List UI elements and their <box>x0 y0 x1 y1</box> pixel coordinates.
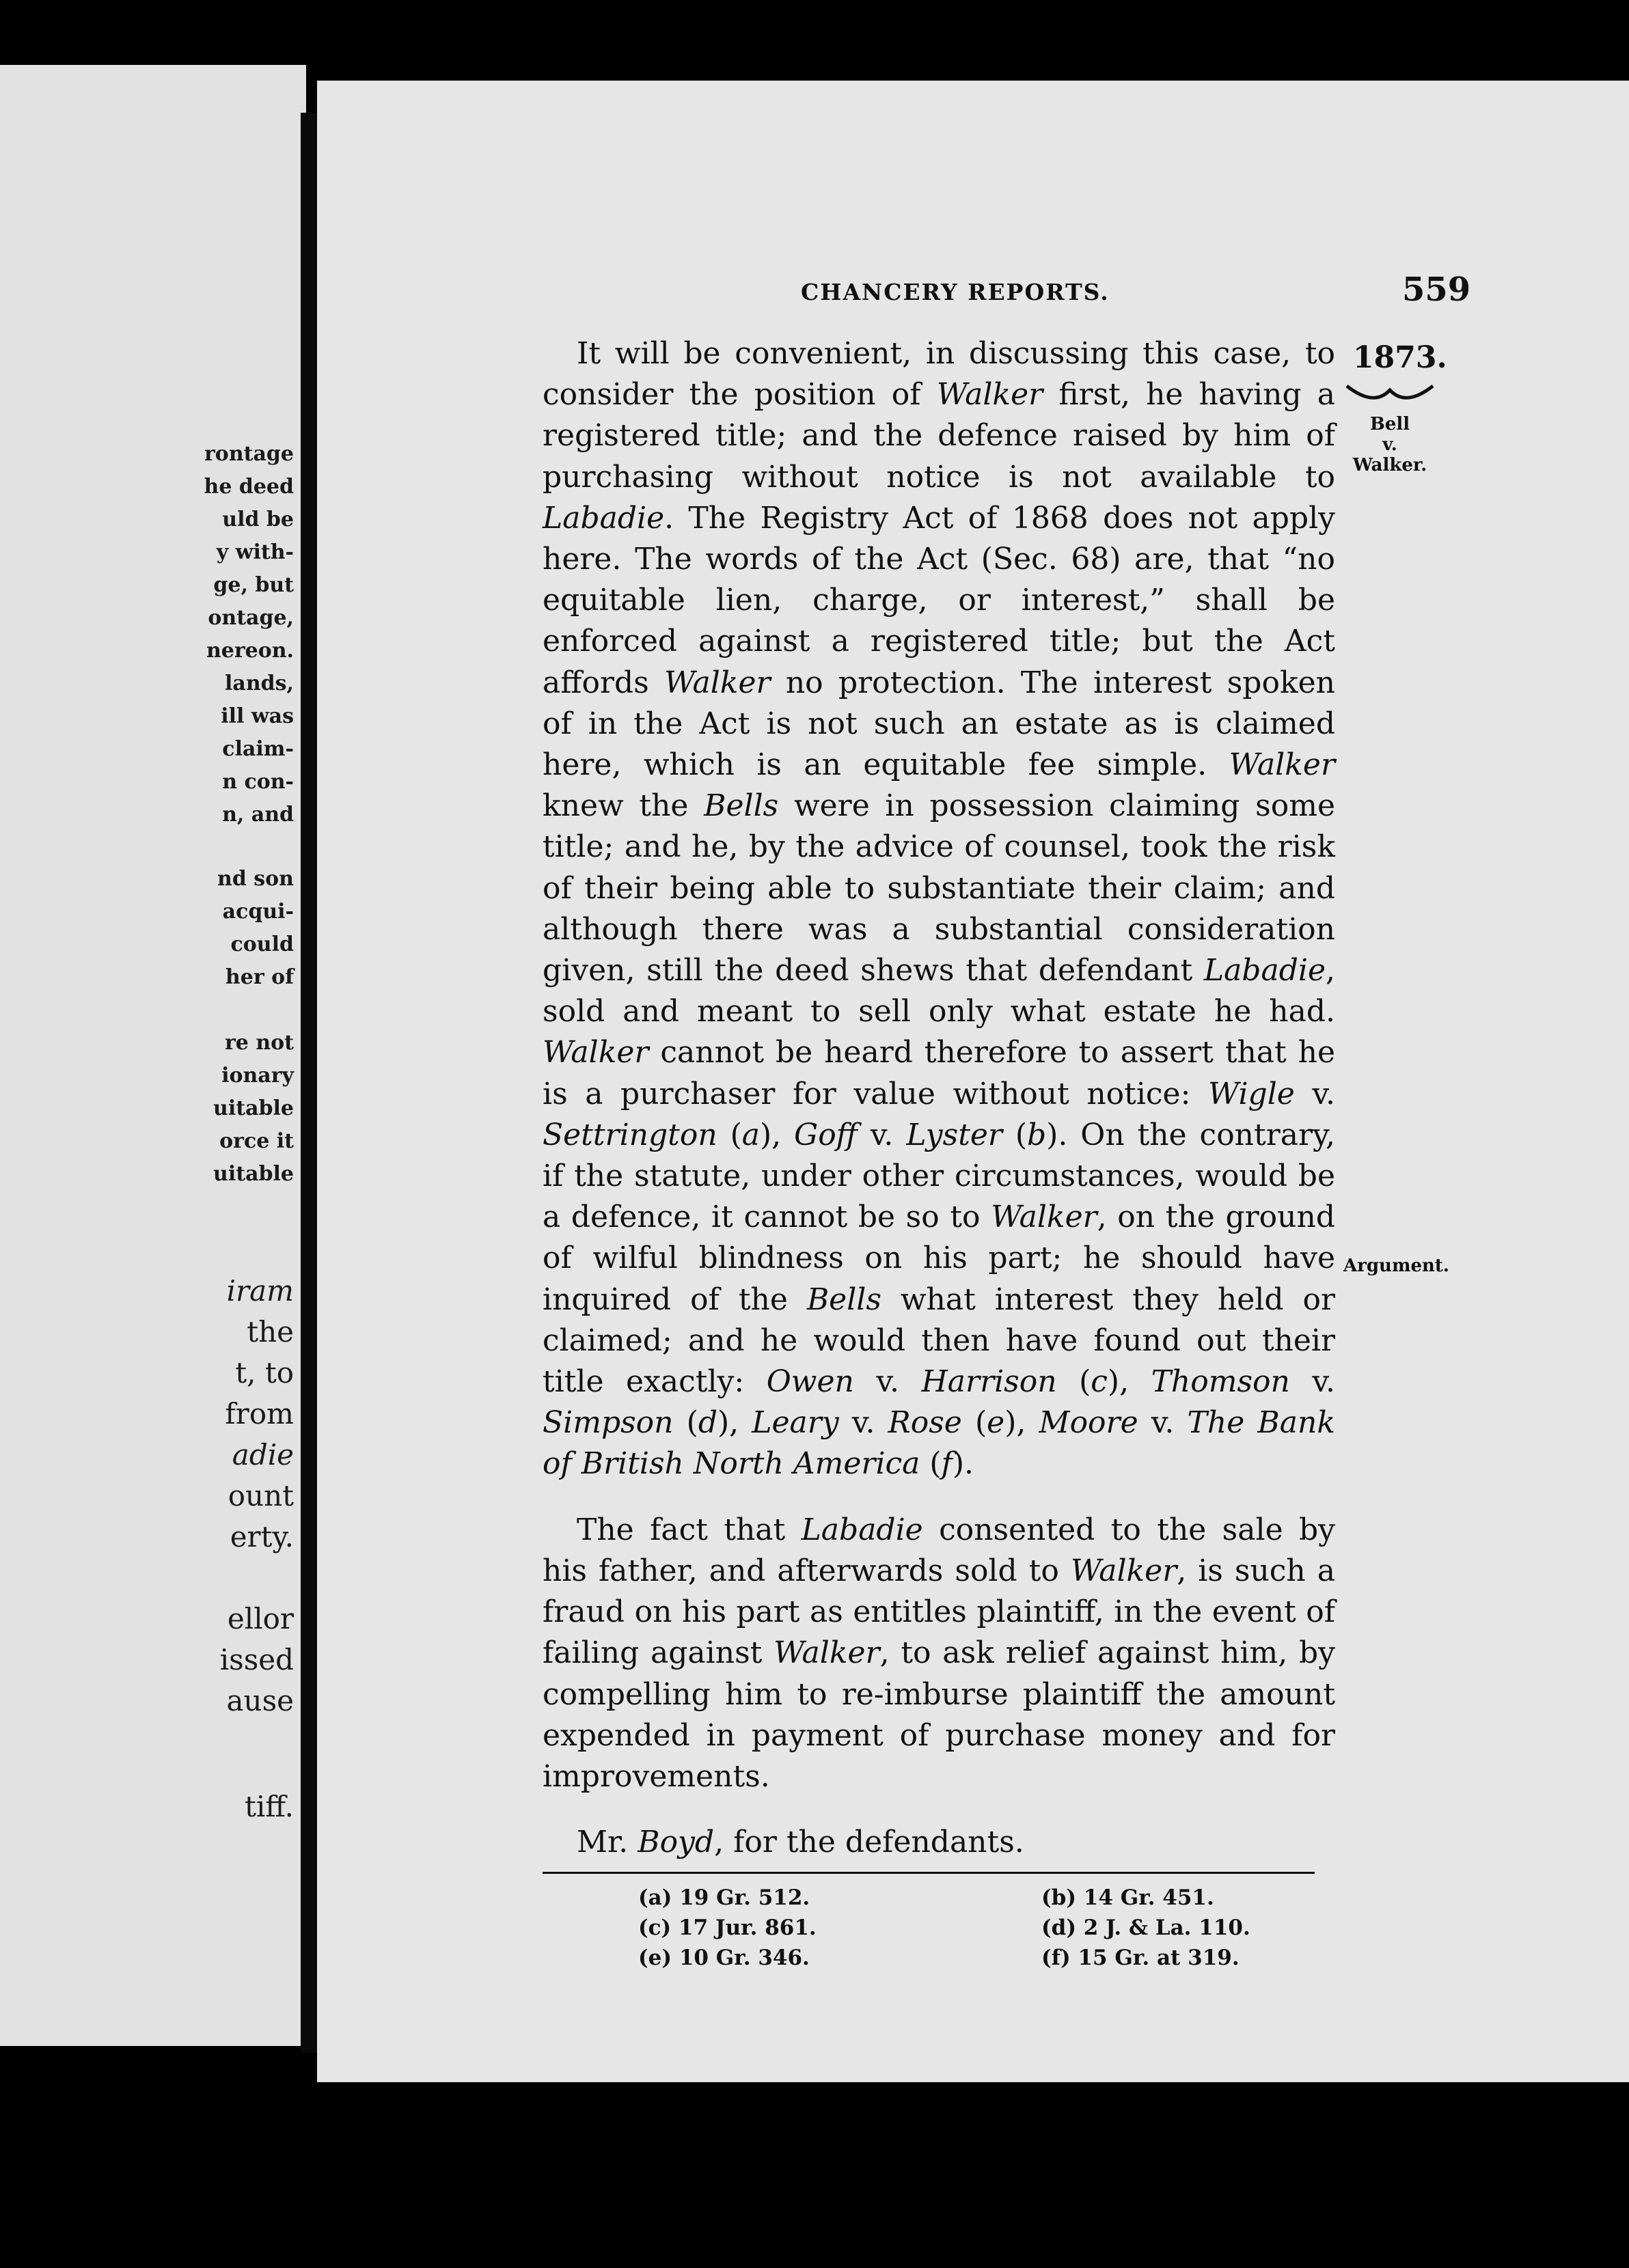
italic-run: Simpson <box>543 1405 674 1441</box>
text-run: ( <box>961 1405 987 1441</box>
previous-page-fragment: uitable <box>213 1096 294 1120</box>
previous-page-fragment: he deed <box>204 475 294 499</box>
italic-run: Leary <box>752 1405 839 1441</box>
italic-run: c <box>1091 1364 1108 1400</box>
footnote: (d) 2 J. & La. 110. <box>1041 1916 1250 1940</box>
text-run: , to ask relief against him, by compelling him to re-imburse plaintiff the amount expended in payment of purchase money and for improvements. <box>543 1635 1335 1794</box>
italic-run: The Bank of British North America <box>543 1405 1335 1482</box>
previous-page-fragment: n, and <box>222 803 294 827</box>
body-text <box>543 333 1335 1863</box>
italic-run: Settrington <box>543 1117 717 1152</box>
previous-page-fragment: uitable <box>213 1162 294 1186</box>
previous-page-fragment: issed <box>219 1643 294 1676</box>
italic-run: Bells <box>704 788 779 824</box>
text-run: , for the defendants. <box>714 1825 1024 1860</box>
text-run: v. <box>1138 1405 1188 1441</box>
italic-run: Bells <box>806 1282 881 1317</box>
text-run: first, he having a registered title; and the defence raised by him of purchasing without notice is not available to <box>543 377 1336 495</box>
italic-run: d <box>698 1405 717 1441</box>
previous-page-fragment: orce it <box>219 1129 294 1153</box>
paragraph <box>543 1822 1335 1863</box>
footnote: (f) 15 Gr. at 319. <box>1041 1946 1240 1970</box>
text-run: . The Registry Act of 1868 does not apply here. The words of the Act (Sec. 68) are, that “no equitable lien, charge, or interest,” shall be enforced against a registered title; but the Act affords <box>543 500 1335 700</box>
text-run: no protection. The interest spoken of in the Act is not such an estate as is claimed here, which is an equitable fee simple. <box>543 665 1335 783</box>
italic-run: Labadie <box>801 1512 923 1547</box>
previous-page-fragment: iram <box>226 1274 294 1308</box>
italic-run: Rose <box>888 1405 962 1441</box>
previous-page-fragment: erty. <box>230 1520 294 1553</box>
italic-run: Thomson <box>1151 1364 1290 1400</box>
previous-page-fragment: could <box>230 932 294 956</box>
previous-page-fragment: rontage <box>204 442 294 466</box>
margin-year: 1873. <box>1353 340 1447 375</box>
previous-page-fragment: ge, but <box>213 573 294 597</box>
previous-page-fragment: uld be <box>222 508 294 531</box>
text-run: ( <box>1056 1364 1091 1400</box>
text-run: v. <box>1289 1364 1336 1400</box>
margin-case-line: Walker. <box>1352 455 1427 475</box>
previous-page-fragment: the <box>247 1315 294 1349</box>
italic-run: e <box>987 1405 1005 1441</box>
text-run: ( <box>673 1405 698 1441</box>
italic-run: Moore <box>1039 1405 1138 1441</box>
text-run: ), <box>717 1405 752 1441</box>
previous-page-fragment: ause <box>226 1684 294 1717</box>
margin-case-name <box>1345 414 1434 475</box>
text-run: ( <box>920 1446 942 1482</box>
text-run: The fact that <box>577 1512 802 1547</box>
text-run: v. <box>853 1364 922 1400</box>
previous-page-fragment: ill was <box>221 704 294 728</box>
text-run: , is such a fraud on his part as entitles plaintiff, in the event of failing against <box>543 1553 1335 1671</box>
margin-case-line: v. <box>1382 434 1397 455</box>
text-run: v. <box>838 1405 888 1441</box>
text-run: what interest they held or claimed; and he would then have found out their title exactly: <box>543 1282 1335 1400</box>
footnote: (a) 19 Gr. 512. <box>638 1885 810 1910</box>
footnote: (b) 14 Gr. 451. <box>1041 1885 1214 1910</box>
text-run: v. <box>857 1117 907 1152</box>
text-run: , on the ground of wilful blindness on his part; he should have inquired of the <box>543 1200 1335 1317</box>
footnotes <box>638 1883 1322 1973</box>
text-run: consented to the sale by his father, and afterwards sold to <box>543 1512 1335 1588</box>
previous-page-fragment: ionary <box>221 1064 294 1088</box>
italic-run: Labadie <box>1203 953 1326 988</box>
previous-page-fragment: t, to <box>235 1356 294 1389</box>
previous-page-fragment: claim- <box>222 737 294 761</box>
previous-page-fragment: ontage, <box>208 606 294 630</box>
previous-page-fragment: from <box>225 1397 294 1430</box>
previous-page-fragment: nd son <box>217 867 294 891</box>
italic-run: Walker <box>936 377 1043 413</box>
text-run: ). <box>952 1446 974 1482</box>
italic-run: Walker <box>543 1035 649 1070</box>
italic-run: Labadie <box>543 500 665 536</box>
italic-run: Boyd <box>638 1825 715 1860</box>
previous-page-fragment: nereon. <box>206 639 294 663</box>
previous-page-fragment: ellor <box>227 1602 294 1635</box>
brace-ornament <box>1345 378 1434 402</box>
italic-run: Harrison <box>921 1364 1057 1400</box>
text-run: ( <box>1002 1117 1028 1152</box>
page <box>317 81 1629 2082</box>
previous-page-strip <box>0 65 306 2046</box>
footnote-rule <box>543 1872 1315 1874</box>
previous-page-fragment: ount <box>228 1479 294 1512</box>
italic-run: Owen <box>766 1364 854 1400</box>
text-run: knew the <box>543 788 704 824</box>
text-run: , sold and meant to sell only what estate he had. <box>543 953 1335 1029</box>
paragraph <box>543 333 1335 1485</box>
running-head: CHANCERY REPORTS. <box>801 279 1110 305</box>
text-run: ), <box>1107 1364 1151 1400</box>
paragraph <box>543 1510 1335 1797</box>
footnote: (e) 10 Gr. 346. <box>638 1946 810 1970</box>
previous-page-fragment: acqui- <box>222 900 294 924</box>
text-run: ), <box>1004 1405 1039 1441</box>
text-run: ). On the contrary, if the statute, under other circumstances, would be a defence, it cannot be so to <box>543 1117 1335 1235</box>
previous-page-fragment: tiff. <box>244 1790 294 1823</box>
italic-run: Wigle <box>1208 1076 1295 1111</box>
italic-run: Walker <box>991 1200 1097 1235</box>
margin-note-argument: Argument. <box>1343 1256 1449 1276</box>
italic-run: f <box>941 1446 953 1482</box>
previous-page-fragment: y with- <box>216 540 294 564</box>
italic-run: Walker <box>1070 1553 1177 1588</box>
footnote: (c) 17 Jur. 861. <box>638 1916 817 1940</box>
text-run: v. <box>1294 1076 1336 1111</box>
italic-run: Lyster <box>906 1117 1002 1152</box>
text-run: were in possession claiming some title; and he, by the advice of counsel, took the risk of their being able to substantiate their claim; and although there was a substantial consideration given, still the deed shews that defendant <box>543 788 1335 988</box>
book-gutter <box>301 113 317 2053</box>
italic-run: Walker <box>1229 747 1335 783</box>
text-run: ), <box>759 1117 795 1152</box>
italic-run: b <box>1027 1117 1047 1152</box>
previous-page-fragment: her of <box>225 965 294 989</box>
previous-page-fragment: adie <box>232 1438 294 1471</box>
text-run: It will be convenient, in discussing this case, to consider the position of <box>543 336 1335 413</box>
text-run: ( <box>717 1117 742 1152</box>
italic-run: Goff <box>794 1117 858 1152</box>
previous-page-fragment: n con- <box>222 770 294 794</box>
margin-case-line: Bell <box>1369 414 1410 434</box>
text-run: Mr. <box>577 1825 638 1860</box>
previous-page-fragment: re not <box>224 1031 294 1055</box>
italic-run: Walker <box>664 665 771 700</box>
page-number: 559 <box>1402 271 1471 309</box>
previous-page-fragment: lands, <box>225 672 294 695</box>
italic-run: Walker <box>774 1635 880 1671</box>
text-run: cannot be heard therefore to assert that he is a purchaser for value without notice: <box>543 1035 1335 1111</box>
italic-run: a <box>741 1117 760 1152</box>
